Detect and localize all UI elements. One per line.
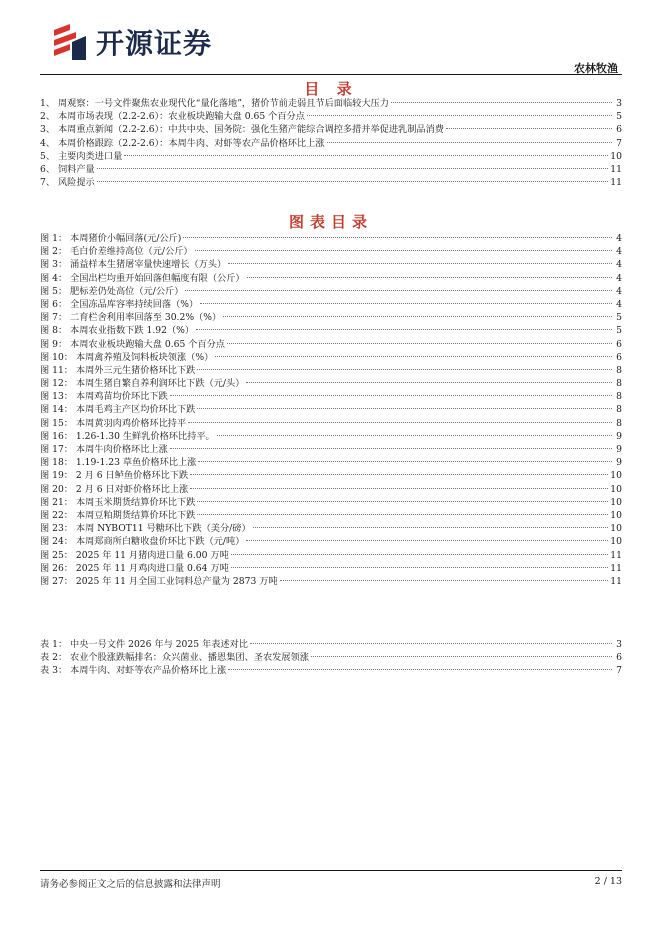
dot-leader: [227, 343, 612, 344]
footer-disclaimer: 请务必参阅正文之后的信息披露和法律声明: [40, 879, 221, 890]
toc-entry-label: 2、 本周市场表现（2.2-2.6）：农业板块跑输大盘 0.65 个百分点: [40, 111, 305, 123]
sector-label: 农林牧渔: [574, 62, 618, 75]
dot-leader: [280, 580, 609, 581]
figure-entry-label: 图 3： 涌益样本生猪屠宰量快速增长（万头）: [40, 259, 227, 271]
toc-entry-page: 10: [610, 150, 622, 162]
dot-leader: [327, 142, 612, 143]
figure-entry[interactable]: [40, 324, 622, 337]
figure-entry-label: 图 19： 2 月 6 日鲈鱼价格环比下跌: [40, 470, 189, 482]
table-entry[interactable]: [40, 651, 622, 664]
figure-entry-label: 图 5： 肥标差仍处高位（元/公斤）: [40, 285, 184, 297]
toc-entry[interactable]: [40, 110, 622, 123]
table-entry[interactable]: [40, 664, 622, 677]
figure-entry[interactable]: [40, 522, 622, 535]
figure-entry-page: 4: [616, 285, 622, 297]
figure-entry-label: 图 2： 毛白价差维持高位（元/公斤）: [40, 246, 193, 258]
figure-entry-page: 10: [610, 496, 622, 508]
figure-entry-label: 图 12： 本周生猪自繁自养利润环比下跌（元/头）: [40, 378, 245, 390]
figure-entry-page: 5: [616, 325, 622, 337]
dot-leader: [253, 527, 609, 528]
figure-entry-label: 图 24： 本周郑商所白糖收盘价环比下跌（元/吨）: [40, 536, 245, 548]
figure-entry-label: 图 11： 本周外三元生猪价格环比下跌: [40, 364, 196, 376]
figure-entry[interactable]: [40, 509, 622, 522]
footer-divider: [40, 870, 622, 871]
figure-entry[interactable]: [40, 443, 622, 456]
figure-entry-page: 10: [610, 483, 622, 495]
figure-entry-page: 9: [616, 444, 622, 455]
dot-leader: [246, 540, 608, 541]
dot-leader: [170, 395, 612, 396]
toc-title: 目 录: [304, 80, 358, 98]
figure-entry-page: 4: [616, 272, 622, 284]
dot-leader: [307, 115, 612, 116]
figure-entry-page: 11: [610, 575, 622, 587]
figure-entry[interactable]: [40, 575, 622, 588]
dot-leader: [195, 250, 612, 251]
figure-entry[interactable]: [40, 298, 622, 311]
company-logo: [50, 18, 212, 66]
figure-entry[interactable]: [40, 403, 622, 416]
figure-entry[interactable]: [40, 364, 622, 377]
figure-entry-page: 5: [616, 312, 622, 324]
figure-entry-label: 图 17： 本周牛肉价格环比上涨: [40, 444, 168, 455]
toc-list: [40, 97, 622, 189]
figure-entry[interactable]: [40, 496, 622, 509]
dot-leader: [228, 669, 612, 670]
figure-entry[interactable]: [40, 549, 622, 562]
dot-leader: [446, 128, 612, 129]
figure-entry[interactable]: [40, 417, 622, 430]
figure-entry-label: 图 15： 本周黄羽肉鸡价格环比持平: [40, 417, 187, 429]
figure-entry-label: 图 13： 本周鸡苗均价环比下跌: [40, 391, 168, 403]
dot-leader: [124, 155, 608, 156]
table-entry-page: 7: [616, 665, 622, 677]
toc-entry[interactable]: [40, 97, 622, 110]
figure-entry[interactable]: [40, 469, 622, 482]
dot-leader: [188, 422, 612, 423]
dot-leader: [190, 488, 608, 489]
figure-entry-label: 图 7： 二育栏舍利用率回落至 30.2%（%）: [40, 312, 222, 324]
figure-entry-page: 8: [616, 378, 622, 390]
toc-entry-page: 6: [616, 124, 622, 136]
toc-entry-page: 7: [616, 137, 622, 149]
table-entry-page: 3: [616, 639, 622, 650]
figure-entry-label: 图 10： 本周禽养殖及饲料板块领涨（%）: [40, 351, 214, 363]
figure-entry-page: 10: [610, 470, 622, 482]
figure-entry-page: 8: [616, 417, 622, 429]
dot-leader: [197, 408, 612, 409]
figure-entry-label: 图 6： 全国冻品库容率持续回落（%）: [40, 298, 199, 310]
dot-leader: [185, 290, 612, 291]
figure-entry-page: 4: [616, 233, 622, 244]
figure-entry-label: 图 26： 2025 年 11 月鸡肉进口量 0.64 万吨: [40, 562, 229, 574]
figure-entry[interactable]: [40, 285, 622, 298]
logo-mark-icon: [50, 20, 90, 64]
dot-leader: [231, 554, 609, 555]
figure-entry[interactable]: [40, 456, 622, 469]
figure-entry-page: 6: [616, 338, 622, 350]
toc-entry-page: 11: [610, 177, 622, 189]
figure-entry[interactable]: [40, 258, 622, 271]
dot-leader: [231, 567, 609, 568]
figure-entry[interactable]: [40, 535, 622, 548]
figure-entry-label: 图 9： 本周农业板块跑输大盘 0.65 个百分点: [40, 338, 225, 350]
figure-entry[interactable]: [40, 338, 622, 351]
dot-leader: [246, 382, 612, 383]
figure-entry-page: 9: [616, 430, 622, 442]
figure-entry-page: 11: [610, 562, 622, 574]
toc-entry-label: 7、 风险提示: [40, 177, 95, 189]
figure-entry-label: 图 14： 本周毛鸡主产区均价环比下跌: [40, 404, 196, 416]
dot-leader: [200, 303, 612, 304]
dot-leader: [197, 369, 612, 370]
figure-entry-label: 图 18： 1.19-1.23 草鱼价格环比上涨: [40, 457, 197, 469]
tables-list: [40, 638, 622, 678]
figure-entry-page: 10: [610, 523, 622, 535]
figure-entry-label: 图 4： 全国出栏均重开始回落但幅度有限（公斤）: [40, 272, 245, 284]
dot-leader: [183, 237, 612, 238]
table-entry-label: 表 1： 中央一号文件 2026 年与 2025 年表述对比: [40, 639, 248, 650]
toc-entry-page: 3: [616, 98, 622, 109]
toc-entry[interactable]: [40, 123, 622, 136]
figure-entry[interactable]: [40, 377, 622, 390]
dot-leader: [223, 316, 612, 317]
figure-entry[interactable]: [40, 351, 622, 364]
figure-entry-label: 图 16： 1.26-1.30 生鲜乳价格环比持平。: [40, 430, 215, 442]
figure-entry-page: 6: [616, 351, 622, 363]
toc-entry-label: 5、 主要肉类进口量: [40, 150, 123, 162]
dot-leader: [197, 514, 608, 515]
toc-entry[interactable]: [40, 163, 622, 176]
figure-entry-page: 4: [616, 298, 622, 310]
toc-entry[interactable]: [40, 176, 622, 189]
dot-leader: [217, 435, 612, 436]
dot-leader: [97, 168, 609, 169]
table-entry-label: 表 2： 农业个股涨跌幅排名：众兴菌业、播恩集团、圣农发展领涨: [40, 652, 309, 664]
dot-leader: [311, 656, 612, 657]
figure-entry-label: 图 21： 本周玉米期货结算价环比下跌: [40, 496, 196, 508]
dot-leader: [247, 277, 612, 278]
dot-leader: [198, 461, 612, 462]
figure-entry-page: 8: [616, 404, 622, 416]
figure-entry[interactable]: [40, 245, 622, 258]
dot-leader: [97, 181, 609, 182]
figure-entry-label: 图 22： 本周豆粕期货结算价环比下跌: [40, 509, 196, 521]
figure-entry[interactable]: [40, 483, 622, 496]
figure-entry-label: 图 23： 本周 NYBOT11 号糖环比下跌（美分/磅）: [40, 523, 251, 535]
toc-entry-page: 11: [610, 163, 622, 175]
dot-leader: [228, 263, 612, 264]
figures-list: [40, 232, 622, 588]
figure-entry-label: 图 25： 2025 年 11 月猪肉进口量 6.00 万吨: [40, 549, 229, 561]
figure-entry-page: 8: [616, 391, 622, 403]
figure-entry-page: 10: [610, 509, 622, 521]
table-entry-label: 表 3： 本周牛肉、对虾等农产品价格环比上涨: [40, 665, 227, 677]
figure-entry-page: 8: [616, 364, 622, 376]
dot-leader: [391, 102, 612, 103]
figure-entry[interactable]: [40, 390, 622, 403]
toc-entry-label: 3、 本周重点新闻（2.2-2.6）：中共中央、国务院：强化生猪产能综合调控多措并举促进乳制品消费: [40, 124, 444, 136]
toc-entry[interactable]: [40, 150, 622, 163]
figure-entry-page: 4: [616, 259, 622, 271]
figure-entry-label: 图 20： 2 月 6 日对虾价格环比上涨: [40, 483, 189, 495]
figure-entry[interactable]: [40, 311, 622, 324]
figure-entry[interactable]: [40, 272, 622, 285]
table-entry[interactable]: [40, 638, 622, 651]
dot-leader: [197, 501, 608, 502]
figure-entry-label: 图 1： 本周猪价小幅回落(元/公斤): [40, 233, 182, 244]
figure-entry[interactable]: [40, 562, 622, 575]
figure-entry[interactable]: [40, 430, 622, 443]
page-number: 2 / 13: [594, 876, 622, 887]
figure-entry[interactable]: [40, 232, 622, 245]
dot-leader: [215, 356, 612, 357]
table-entry-page: 6: [616, 652, 622, 664]
figure-entry-page: 9: [616, 457, 622, 469]
figure-entry-label: 图 27： 2025 年 11 月全国工业饲料总产量为 2873 万吨: [40, 575, 278, 587]
figure-entry-page: 4: [616, 246, 622, 258]
toc-entry-label: 4、 本周价格跟踪（2.2-2.6）：本周牛肉、对虾等农产品价格环比上涨: [40, 137, 325, 149]
dot-leader: [170, 448, 612, 449]
toc-entry-page: 5: [616, 111, 622, 123]
toc-entry-label: 6、 饲料产量: [40, 163, 95, 175]
toc-entry-label: 1、 周观察：一号文件聚焦农业现代化“量化落地”，猪价节前走弱且节后面临较大压力: [40, 98, 389, 109]
dot-leader: [190, 474, 608, 475]
dot-leader: [196, 329, 612, 330]
figure-entry-label: 图 8： 本周农业指数下跌 1.92（%）: [40, 325, 195, 337]
dot-leader: [250, 643, 612, 644]
figure-entry-page: 10: [610, 536, 622, 548]
header-divider: [40, 74, 622, 75]
figure-entry-page: 11: [610, 549, 622, 561]
brand-name: 开源证券: [96, 27, 213, 60]
toc-entry[interactable]: [40, 137, 622, 150]
figures-title: 图表目录: [288, 213, 373, 231]
